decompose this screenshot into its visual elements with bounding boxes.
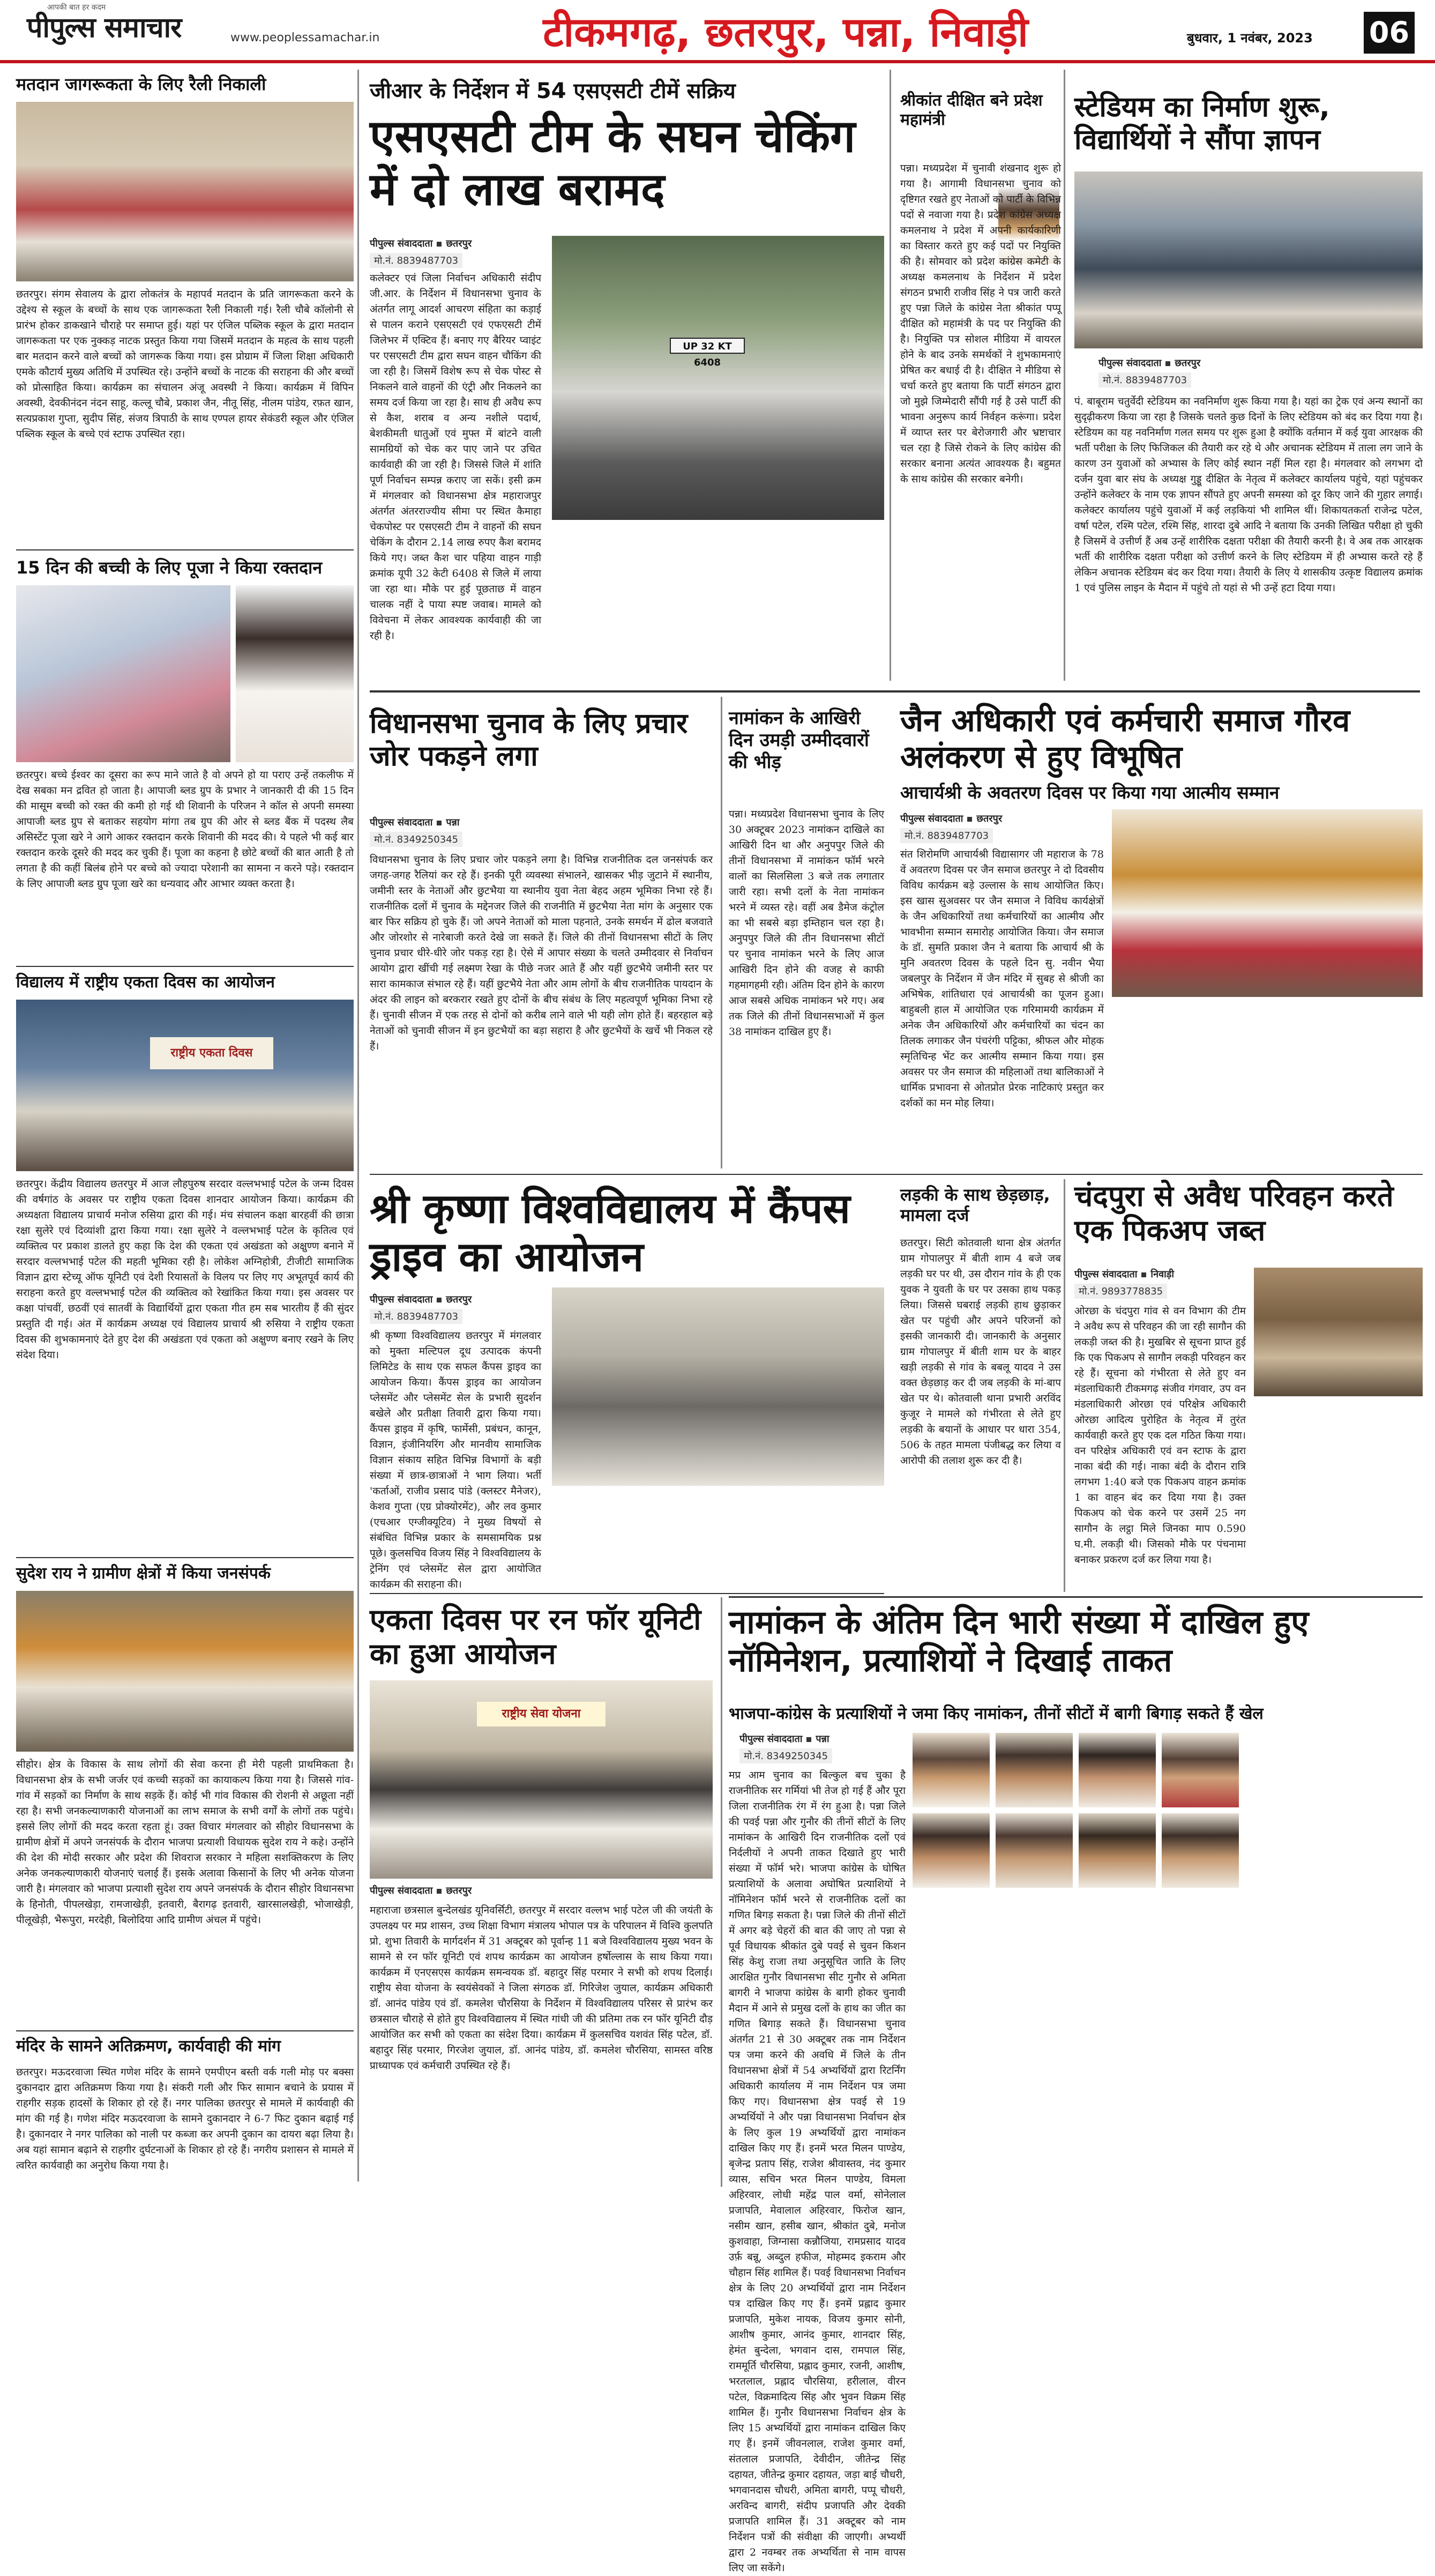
temple-encroachment-story-body: छतरपुर। मऊदरवाजा स्थित गणेश मंदिर के सामने एमपीएन बस्ती वर्क गली मोड़ पर बक्सा दुकानदार द्वारा अतिक्रमण किया गया है। संकरी गली और फिर सामान बचाने के प्रयास में राहगीर सड़क हादसों के शिकार हो रहे हैं। नगर पालिका छतरपुर से मामले में कार्यवाही की मांग की गई है। गणेश मंदिर मऊदरवाजा के सामने दुकानदार ने 6-7 फिट दुकान बढ़ाई गई है। दुकानदार ने नगर पालिका को नाली पर कब्जा कर अपनी दुकान का दायरा बढ़ा लिया है। अब यहां सामान बढ़ाने से राहगीर दुर्घटनाओं के शिकार हो रहे हैं। नगरीय प्रशासन से मामले में त्वरित कार्यवाही का अनुरोध किया गया है। — [16, 2066, 354, 2171]
byline-text: पीपुल्स संवाददाता — [370, 817, 433, 828]
checkpoint-photo — [552, 236, 884, 520]
jain-honour-photo — [1112, 809, 1423, 997]
bullet-icon — [1141, 1272, 1146, 1277]
nss-banner: राष्ट्रीय सेवा योजना — [477, 1702, 606, 1726]
byline-text: पीपुल्स संवाददाता — [370, 1294, 433, 1305]
bullet-icon — [437, 1889, 442, 1894]
headline-rally: मतदान जागरूकता के लिए रैली निकाली — [16, 74, 266, 94]
byline-text: पीपुल्स संवाददाता — [370, 1885, 433, 1896]
byline-location: छतरपुर — [976, 813, 1003, 824]
nominations-story-body-3 — [1249, 1731, 1423, 2187]
jain-honour-story-body-2 — [1112, 1002, 1423, 1168]
unity-day-banner: राष्ट्रीय एकता दिवस — [150, 1037, 273, 1069]
run-for-unity-story-body: महाराजा छत्रसाल बुन्देलखंड यूनिवर्सिटी, छतरपुर में सरदार वल्लभ भाई पटेल जी की जयंती के उपलक्ष्य पर मप्र शासन, उच्च शिक्षा विभाग मंत्रालय भोपाल पत्र के परिपालन में विश्वि कुलपति प्रो. शुभा तिवारी के मार्गदर्शन में 31 अक्टूबर को पूर्वान्ह 11 बजे विश्वविद्यालय मुख्य भवन के सामने से रन फॉर यूनिटी एवं शपथ कार्यक्रम का आयोजन हर्षोल्लास के साथ किया गया। कार्यक्रम में एनएसएस कार्यक्रम समन्वयक डॉ. बहादुर सिंह परमार ने सभी को शपथ दिलाई। राष्ट्रीय सेवा योजना के स्वयंसेवकों ने जिला संगठक डॉ. गिरिजेश जुयाल, कार्यक्रम अधिकारी डॉ. आनंद पांडेय एवं डॉ. कमलेश चौरसिया के निर्देशन में विश्वविद्यालय परिसर से प्रारंभ कर छत्रसाल चौराहे से होते हुए विश्वविद्यालय में स्थित गांधी जी की प्रतिमा तक रन फॉर यूनिटी दौड़ आयोजित कर सभी को एकता का संदेश दिया। कार्यक्रम में कुलसचिव यशवंत सिंह पटेल, डॉ. बहादुर सिंह परमार, गिरजेश जुयाल, डॉ. आनंद पांडेय, डॉ. कमलेश चौरसिया, सामस्त वरिष्ठ प्राध्यापक एवं कर्मचारी उपस्थित रहे हैं। — [370, 1904, 713, 2072]
campaign-byline — [370, 816, 530, 829]
run-for-unity-byline — [370, 1884, 530, 1897]
campus-drive-photo — [552, 1287, 884, 1486]
campus-drive-story-body-2 — [552, 1491, 884, 1588]
issue-date: बुधवार, 1 नवंबर, 2023 — [1187, 31, 1313, 46]
pickup-byline — [1074, 1268, 1267, 1280]
story-divider — [900, 1174, 1423, 1175]
headline-campus-drive: श्री कृष्णा विश्वविद्यालय में कैंपस ड्राइव का आयोजन — [370, 1185, 850, 1280]
headline-blood-donation: 15 दिन की बच्ची के लिए पूजा ने किया रक्तदान — [16, 557, 323, 578]
section-rule — [370, 690, 1420, 693]
byline-location: छतरपुर — [446, 238, 472, 249]
candidate-portrait — [1077, 1731, 1157, 1809]
story-divider — [16, 966, 354, 967]
candidate-portrait — [994, 1812, 1074, 1889]
nominations-phone: मो.नं. 8349250345 — [739, 1748, 832, 1763]
byline-text: पीपुल्स संवाददाता — [1098, 358, 1162, 369]
story-divider — [370, 1593, 884, 1594]
stadium-protest-photo — [1074, 172, 1423, 348]
byline-text: पीपुल्स संवाददाता — [900, 813, 963, 824]
jain-honour-kicker: आचार्यश्री के अवतरण दिवस पर किया गया आत्मीय सम्मान — [900, 782, 1280, 803]
sudesh-rai-story-body: सीहोर। क्षेत्र के विकास के साथ लोगों की सेवा करना ही मेरी पहली प्राथमिकता है। विधानसभा क्षेत्र के सभी जर्जर एवं कच्ची सड़कों का कायाकल्प किया गया है। जिससे गांव-गांव में सड़कों का निर्माण के साथ सड़कें हैं। कोई भी गांव विकास की रोशनी से अछूता नहीं रहा है। सभी जनकल्याणकारी योजनाओं का लाभ समाज के सभी वर्गों के लोगों तक पहुंचे। इससे लिए लोगों की मदद करता रहता हूं। उक्त विचार मंगलवार को सीहोर विधानसभा के ग्रामीण क्षेत्रों में अपने जनसंपर्क के दौरान भाजपा प्रत्याशी विधायक सुदेश राय ने कहे। उन्होंने की देश की मोदी सरकार और प्रदेश की शिवराज सरकार ने महिला सशक्तिकरण के लिए अनेक जनकल्याणकारी योजनाएं चलाई हैं। इसके अलावा किसानों के लिए भी अनेक योजना जारी है। मंगलवार को भाजपा प्रत्याशी सुदेश राय अपने जनसंपर्क के दौरान सीहोर विधानसभा के हिनोती, पीपलखेड़ा, रामजाखेड़ी, इतवारी, बैरागढ़ इतवारी, खारसालखेड़ी, भोजाखेड़ी, पीलूखेड़ी, भैरूपुरा, मरदेही, बिलोदिया आदि ग्रामीण अंचल में पहुंचे। — [16, 1759, 354, 1926]
headline-srikant-dixit: श्रीकांत दीक्षित बने प्रदेश महामंत्री — [900, 91, 1043, 129]
campaign-story-body: विधानसभा चुनाव के लिए प्रचार जोर पकड़ने लगा है। विभिन्न राजनीतिक दल जनसंपर्क कर जगह-जगह रैलियां कर रहे हैं। इनकी पूरी व्यवस्था संभालने, खासकर भीड़ जुटाने में स्थानीय, जमीनी स्तर के नेताओं और छुटभैया या स्थानीय युवा नेता बेहद अहम भूमिका निभा रहे हैं। राजनीतिक दलों में चुनाव के मद्देनजर जिले की राजनीति में छुटभैया नेता मांग के अनुसार एक बार फिर सक्रिय हो चुके हैं। जो अपने नेताओं को माला पहनाते, उनके समर्थन में ढोल बजवाते और जोरशोर से नारेबाजी करते देखे जा सकते हैं। जिले की तीनों विधानसभा सीटों के लिए चुनाव प्रचार धीरे-धीरे जोर पकड़ रहा है। ऐसे में आपार संख्या के चलते उम्मीदवार से निर्वाचन आयोग द्वारा खींची गई लक्ष्मण रेखा के पीछे नजर आते हैं और यहीं छुटभैये जमीनी स्तर पर सारा कामकाज संभाल रहे हैं। यहीं छुटभैये नेता और आम लोगों के बीच राजनीतिक पायदान के अंदर की लाइन को बरकरार रखते हुए दोनों के बीच संबंध के लिए महत्वपूर्ण भूमिका निभा रहे हैं। चुनावी सीजन में एक तरह से दोनों को करीब लाने वाले भी यही लोग होते हैं। बहरहाल बड़े नेताओं को चुनावी सीजन में इन छुटभैयों का बड़ा सहारा है और छुटभैयों के खर्चे भी निकल रहे हैं। — [370, 854, 713, 1052]
nomination-crowd-story-body: पन्ना। मध्यप्रदेश विधानसभा चुनाव के लिए 30 अक्टूबर 2023 नामांकन दाखिले का आखिरी दिन था और अनुपपुर जिले की तीनों विधानसभा में नामांकन फॉर्म भरने वालों का सिलसिला 3 बजे तक लगातार जारी रहा। सभी दलों के नेता नामांकन भरने में व्यस्त रहे। वहीं अब डैमेज कंट्रोल का भी सबसे बड़ा इम्तिहान चल रहा है। अनुपपुर जिले की तीन विधानसभा सीटों पर चुनाव नामांकन भरने के लिए आज आखिरी दिन होने की वजह से काफी गहमागहमी रही। अंतिम दिन होने के कारण आज सबसे अधिक नामांकन भरे गए। अब तक जिले की तीनों विधानसभाओं में कुल 38 नामांकन दाखिल हुए हैं। — [729, 808, 884, 1038]
column-rule — [1064, 70, 1065, 681]
stadium-phone: मो.नं. 8839487703 — [1098, 373, 1191, 388]
byline-text: पीपुल्स संवाददाता — [739, 1733, 803, 1745]
lead-story-body-col2 — [552, 525, 884, 681]
byline-location: छतरपुर — [446, 1885, 472, 1896]
bullet-icon — [437, 242, 442, 247]
stadium-byline — [1098, 356, 1259, 369]
story-divider — [16, 1557, 354, 1558]
candidate-portrait — [911, 1731, 991, 1809]
nominations-kicker: भाजपा-कांग्रेस के प्रत्याशियों ने जमा किए नामांकन, तीनों सीटों में बागी बिगाड़ सकते हैं खेल — [729, 1704, 1264, 1723]
candidate-portrait — [1077, 1812, 1157, 1889]
column-rule — [721, 697, 722, 1168]
bullet-icon — [806, 1737, 811, 1742]
lead-byline — [370, 237, 530, 250]
newspaper-logo: पीपुल्स समाचार — [27, 12, 182, 44]
headline-molestation: लड़की के साथ छेड़छाड़, मामला दर्ज — [900, 1185, 1050, 1226]
column-rule — [721, 1597, 722, 2187]
lead-kicker: जीआर के निर्देशन में 54 एसएसटी टीमें सक्रिय — [370, 79, 736, 103]
campus-drive-byline — [370, 1293, 530, 1306]
campaign-phone: मो.नं. 8349250345 — [370, 832, 462, 847]
byline-location: छतरपुर — [1175, 358, 1201, 369]
headline-stadium: स्टेडियम का निर्माण शुरू, विद्यार्थियों ने सौंपा ज्ञापन — [1074, 91, 1330, 157]
nominations-story-body: मप्र आम चुनाव का बिल्कुल बच चुका है राजनीतिक सर गर्मियां भी तेज हो गई हैं और पूरा जिला राजनीतिक रंग में रंग हुआ है। पन्ना जिले की पवई पन्ना और गुनौर की तीनों सीटों के लिए नामांकन के आखिरी दिन राजनीतिक दलों एवं निर्दलीयों ने अपनी ताकत दिखाते हुए भारी संख्या में फॉर्म भरे। भाजपा कांग्रेस के घोषित प्रत्याशियों के अलावा अघोषित प्रत्याशियों ने नॉमिनेशन फॉर्म भरने से राजनीतिक दलों का गणित बिगड़ सकता है। पन्ना जिले की तीनों सीटों में अगर बड़े चेहरों की बात की जाए तो पन्ना से पूर्व विधायक श्रीकांत दुबे पवई से चुवन किशन सिंह केशु राजा तथा अनुसूचित जाति के लिए आरक्षित गुनौर विधानसभा सीट गुनौर से अमिता बागरी ने भाजपा कांग्रेस के बागी होकर चुनावी मैदान में आने से प्रमुख दलों के हाथ का जीत का गणित बिगाड़ सकते हैं। विधानसभा चुनाव अंतर्गत 21 से 30 अक्टूबर तक नाम निर्देशन पत्र जमा करने की अवधि में जिले के तीन विधानसभा क्षेत्रों में 54 अभ्यर्थियों द्वारा रिटर्निंग अधिकारी कार्यालय में नाम निर्देशन पत्र जमा किए गए। विधानसभा क्षेत्र पवई से 19 अभ्यर्थियों ने और पन्ना विधानसभा निर्वाचन क्षेत्र के लिए कुल 19 अभ्यर्थियों द्वारा नामांकन दाखिल किए गए हैं। इनमें भरत मिलन पाण्डेय, बृजेन्द्र प्रताप सिंह, राजेश श्रीवास्तव, नंद कुमार व्यास, सचिन भरत मिलन पाण्डेय, विमला अहिरवार, लोधी महेंद्र पाल वर्मा, सोनेलाल प्रजापति, मेवालाल अहिरवार, फिरोज खान, नसीम खान, हसीब खान, श्रीकांत दुबे, मनोज कुशवाहा, जिग्नासा कन्नौजिया, रामप्रसाद यादव उर्फ़ बन्नू, अब्दुल हफीज, मोहम्मद इकराम और चौहान सिंह शामिल हैं। पवई विधानसभा निर्वाचन क्षेत्र के लिए 20 अभ्यर्थियों द्वारा नाम निर्देशन पत्र दाखिल किए गए हैं। इनमें प्रह्लाद कुमार प्रजापति, मुकेश नायक, विजय कुमार सोनी, आशीष कुमार, आनंद कुमार, शानदार सिंह, हेमंत बुन्देला, भगवान दास, रामपाल सिंह, राममूर्ति चौरसिया, प्रह्लाद कुमार, रजनी, आशीष, भरतलाल, प्रह्लाद चौरसिया, हरीलाल, वीरन पटेल, विक्रमादित्य सिंह और भुवन विक्रम सिंह शामिल हैं। गुनौर विधानसभा निर्वाचन क्षेत्र के लिए 15 अभ्यर्थियों द्वारा नामांकन दाखिल किए गए हैं। इनमें जीवनलाल, राजेश कुमार वर्मा, संतलाल प्रजापति, देवीदीन, जीतेन्द्र सिंह दहायत, जीतेन्द्र कुमार दहायत, जड़ा बाई चौधरी, भगवानदास चौधरी, अमिता बागरी, पप्पू चौधरी, अरविन्द बागरी, संदीप प्रजापति और देवकी प्रजापति शामिल हैं। 31 अक्टूबर को नाम निर्देशन पत्रों की संवीक्षा की जाएगी। अभ्यर्थी द्वारा 2 नवम्बर तक अभ्यर्थिता से नाम वापस लिए जा सकेंगे। — [729, 1769, 906, 2574]
headline-sudesh-rai: सुदेश राय ने ग्रामीण क्षेत्रों में किया जनसंपर्क — [16, 1564, 271, 1583]
byline-text: पीपुल्स संवाददाता — [1074, 1269, 1138, 1280]
byline-location: निवाड़ी — [1150, 1269, 1175, 1280]
lead-headline: एसएसटी टीम के सघन चेकिंग में दो लाख बरामद — [370, 110, 856, 216]
headline-nomination-crowd: नामांकन के आखिरी दिन उमड़ी उम्मीदवारों की भीड़ — [729, 708, 869, 773]
candidate-portrait — [1160, 1812, 1240, 1889]
blood-donation-photo — [16, 585, 230, 762]
rally-story-body: छतरपुर। संगम सेवालय के द्वारा लोकतंत्र के महापर्व मतदान के प्रति जागरूकता करने के उद्देश्य से स्कूल के बच्चों के साथ एक जागरूकता रैली निकाली गई। रैली चौबे कॉलोनी से प्रारंभ होकर डाकखाने चौराहे पर समाप्त हुई। यहां पर एंजिल पब्लिक स्कूल के द्वारा मतदान जागरूकता पर एक नुक्कड़ नाटक प्रस्तुत किया गया जिसमें मतदान के महत्व के साथ पहली बार मतदान करने वाले बच्चों को जागरूक किया गया। इस प्रोग्राम में जिला शिक्षा अधिकारी एमके कौटार्य मुख्य अतिथि में उपस्थित रहे। उन्होंने बच्चों के नाटक की सराहना की और बच्चों को प्रोत्साहित किया। कार्यक्रम का संचालन अंजू अवस्थी ने किया। कार्यक्रम में विपिन अवस्थी, देवकीनंदन नंदन साहू, कल्लू चौबे, प्रकाश जैन, नीतू सिंह, नीलम पांडेय, रफ़त खान, सत्यप्रकाश गुप्ता, सुदीप सिंह, संजय त्रिपाठी के साथ एण्पल हायर सेकंडरी स्कूल और एंजिल पब्लिक स्कूल के बच्चे एवं स्टाफ उपस्थित रहा। — [16, 288, 354, 440]
byline-location: पन्ना — [816, 1733, 829, 1745]
bullet-icon — [1165, 361, 1170, 366]
headline-unity-day-school: विद्यालय में राष्ट्रीय एकता दिवस का आयोजन — [16, 973, 275, 992]
page-region-title: टीकमगढ़, छतरपुर, पन्ना, निवाड़ी — [543, 8, 1028, 56]
bullet-icon — [437, 821, 442, 825]
stadium-story-body: पं. बाबूराम चतुर्वेदी स्टेडियम का नवनिर्माण शुरू किया गया है। यहां का ट्रेक एवं अन्य स्थानों का सुदृढ़ीकरण किया जा रहा है जिसके चलते कुछ दिनों के लिए स्टेडियम को बंद कर दिया गया है। स्टेडियम का यह नवनिर्माण गलत समय पर शुरू हुआ है क्योंकि वर्तमान में कई युवा आरक्षक की भर्ती परीक्षा के लिए फिजिकल की तैयारी कर रहे थे और अचानक स्टेडियम में ताला लग जाने के कारण उन युवाओं को अभ्यास के लिए कोई स्थान नहीं मिल रहा है। मंगलवार को लगभग दो दर्जन युवा बार संघ के अध्यक्ष गुड्डू दीक्षित के नेतृत्व में कलेक्टर कार्यालय पहुंचे, यहां पहुंचकर उन्होंने कलेक्टर के नाम एक ज्ञापन सौंपते हुए अपनी समस्या को दूर किए जाने की गुहार लगाई। कलेक्टर कार्यालय पहुंचे युवाओं में कई लड़कियां भी शामिल थीं। शिकायतकर्ता राजेन्द्र पटेल, वर्षा पटेल, रश्मि पटेल, रश्मि सिंह, शारदा दुबे आदि ने बताया कि उनकी लिखित परीक्षा हो चुकी है जिसमें वे उत्तीर्ण हैं अब उन्हें शारीरिक दक्षता परीक्षा की तैयारी करनी है। वे अब तक आरक्षक भर्ती की शारीरिक दक्षता परीक्षा को उत्तीर्ण करने के लिए स्टेडियम में ही अभ्यास करते रहे हैं लेकिन अचानक स्टेडियम बंद कर दिया गया। तैयारी के लिए ये शासकीय उत्कृष्ट विद्यालय क्रमांक 1 एवं पुलिस लाइन के मैदान में पहुंचे तो यहां से भी उन्हें हटा दिया गया। — [1074, 396, 1423, 594]
lead-phone: मो.नं. 8839487703 — [370, 253, 462, 268]
pickup-story-body-2 — [1254, 1402, 1423, 1589]
lead-story-body-col1: कलेक्टर एवं जिला निर्वाचन अधिकारी संदीप जी.आर. के निर्देशन में विधानसभा चुनाव के अंतर्गत लागू आदर्श आचरण संहिता का कड़ाई से पालन कराने एसएसटी एवं एफएसटी टीमें जिलेभर में एक्टिव हैं। बनाए गए बैरियर प्वाइंट पर एसएसटी टीम द्वारा सघन वाहन चौकिंग की जा रही है। जिसमें विशेष रूप से चेक पोस्ट से निकलने वाले वाहनों की एंट्री और निकलने का समय दर्ज किया जा रहा है। साथ ही अवैध रूप से कैश, शराब व अन्य नशीले पदार्थ, बेशकीमती धातुओं एवं मुफ्त में बांटने वाली सामग्रियों को चेक कर पाए जाने पर उचित कार्यवाही की जा रही है। जिससे जिले में शांति पूर्ण निर्वाचन सम्पन्न कराए जा सकें। इसी क्रम में मंगलवार को विधानसभा क्षेत्र महाराजपुर अंतर्गत अंतरराज्यीय सीमा पर स्थित कैमाहा चेकपोस्ट पर एसएसटी टीम ने वाहनों की सघन चेकिंग के दौरान 2.14 लाख रुपए कैश बरामद किये गए। जब्त कैश चार पहिया वाहन गाड़ी क्रमांक यूपी 32 केटी 6408 से जिले में लाया जा रहा था। मौके पर हुई पूछताछ में वाहन चालक नहीं दे पाया स्पष्ट जवाब। मामले को विवेचना में लेकर आवश्यक कार्यवाही की जा रही है। — [370, 272, 541, 642]
headline-nominations: नामांकन के अंतिम दिन भारी संख्या में दाखिल हुए नॉमिनेशन, प्रत्याशियों ने दिखाई ताकत — [729, 1604, 1309, 1679]
jain-honour-story-body: संत शिरोमणि आचार्यश्री विद्यासागर जी महाराज के 78 वें अवतरण दिवस पर जैन समाज छतरपुर ने दो दिवसीय विविध कार्यक्रम बड़े उल्लास के साथ आयोजित किए। इस खास सुअवसर पर जैन समाज ने विविध कार्यक्षेत्रों के जैन अधिकारियों तथा कर्मचारियों का आत्मीय और भावभीना सम्मान समारोह आयोजित किया। जैन समाज के डॉ. सुमति प्रकाश जैन ने बताया कि आचार्य श्री के मुनि अवतरण दिवस के पहले दिन सु. नवीन भैया जबलपुर के निर्देशन में जैन मंदिर में सुबह से श्रीजी का अभिषेक, शांतिधारा एवं आचार्यश्री का पूजन हुआ। बाहुबली हाल में आयोजित एक गरिमामयी कार्यक्रम में अनेक जैन अधिकारियों और कर्मचारियों का चंदन का तिलक लगाकर जैन पंचरंगी पट्टिका, श्रीफल और मोहक स्मृतिचिन्ह भेंट कर आत्मीय सम्मान किया गया। इस अवसर पर जैन समाज की महिलाओं तथा बालिकाओं ने धार्मिक प्रभावना से ओतप्रोत प्रेरक नाटिकाएं प्रस्तुत कर दर्शकों का मन मोह लिया। — [900, 848, 1104, 1109]
column-rule — [890, 70, 891, 681]
unity-day-story-body: छतरपुर। केंद्रीय विद्यालय छतरपुर में आज लौहपुरुष सरदार वल्लभभाई पटेल के जन्म दिवस की वर्षगांठ के अवसर पर राष्ट्रीय एकता दिवस शानदार आयोजन किया। कार्यक्रम की अध्यक्षता विद्यालय प्राचार्य मनोज रुसिया द्वारा की गई। मंच संचालन कक्षा बारहवीं की छात्रा रक्षा सुलेरे एवं दिव्यांशी द्वारा किया गया। रक्षा सुलेरे ने वल्लभभाई पटेल के कृतित्व एवं व्यक्तित्व पर प्रकाश डालते हुए कहा कि देश की एकता एवं अखंडता को अक्षुण्ण बनाने में सरदार वल्लभभाई पटेल की महती भूमिका रही है। लोकेश अग्निहोत्री, टीजीटी सामाजिक विज्ञान द्वारा स्टेच्यू ऑफ यूनिटी एवं देशी रियासतों के विलय पर लिए गए अभूतपूर्व कार्य की सराहना करते हुए वल्लभभाई पटेल की व्यक्तित्व को रेखांकित किया गया। इस अवसर पर कक्षा पांचवीं, छठवीं एवं सातवीं के विद्यार्थियों द्वारा एकता गीत हम सब भारतीय हैं की सुंदर प्रस्तुति दी गई। अंत में कार्यक्रम अध्यक्ष एवं विद्यालय प्राचार्य श्री रुसिया ने राष्ट्रीय एकता दिवस की शुभकामनाएं देते हुए देश की अखंडता एवं एकता को अक्षुण्ण बनाए रखने के लिए संदेश दिया। — [16, 1178, 354, 1361]
headline-pickup-seized: चंदपुरा से अवैध परिवहन करते एक पिकअप जब्त — [1074, 1179, 1394, 1247]
pickup-phone: मो.नं. 9893778835 — [1074, 1284, 1167, 1299]
byline-location: पन्ना — [446, 817, 460, 828]
bullet-icon — [437, 1298, 442, 1302]
page-number: 06 — [1364, 12, 1415, 54]
headline-temple-encroachment: मंदिर के सामने अतिक्रमण, कार्यवाही की मांग — [16, 2037, 281, 2056]
unity-day-photo — [16, 1000, 354, 1171]
candidate-portrait — [994, 1731, 1074, 1809]
srikant-dixit-story-body: पन्ना। मध्यप्रदेश में चुनावी शंखनाद शुरू हो गया है। आगामी विधानसभा चुनाव को दृष्टिगत रखते हुए नेताओं को पार्टी के विभिन्न पदों से नवाजा गया है। प्रदेश कांग्रेस अध्यक्ष कमलनाथ ने प्रदेश में अपनी कार्यकारिणी का विस्तार करते हुए कई पदों पर नियुक्ति की है। सोमवार को प्रदेश कांग्रेस कमेटी के अध्यक्ष कमलनाथ के निर्देशन में प्रदेश संगठन प्रभारी राजीव सिंह ने पत्र जारी करते हुए पन्ना जिले के कांग्रेस नेता श्रीकांत पप्पू दीक्षित को महामंत्री के पद पर नियुक्ति की है। नियुक्ति पत्र सोशल मीडिया में वायरल होने के बाद उनके समर्थकों ने शुभकामनाएं प्रेषित कर बधाई दी है। दीक्षित ने मीडिया से चर्चा करते हुए बताया कि पार्टी संगठन द्वारा जो मुझे जिम्मेदारी सौंपी गई है उसे पार्टी की भावना अनुरूप कार्य निर्वहन करूंगा। प्रदेश में व्याप्त स्तर पर बेरोजगारी और भ्रष्टाचार चल रहा है जिसे रोकने के लिए कांग्रेस की सरकार बनाना अत्यंत आवश्यक है। बहुमत के साथ कांग्रेस की सरकार बनेगी। — [900, 162, 1061, 485]
website-url: www.peoplessamachar.in — [230, 31, 380, 44]
candidate-portrait — [911, 1812, 991, 1889]
campus-drive-story-body: श्री कृष्णा विश्वविद्यालय छतरपुर में मंगलवार को मुक्ता मल्टिपल दूध उत्पादक कंपनी लिमिटेड के साथ एक सफल कैंपस ड्राइव का आयोजन किया। कैंपस ड्राइव का आयोजन प्लेसमेंट और प्लेसमेंट सेल के प्रभारी सुदर्शन बखेले और प्रतीक्षा तिवारी द्वारा किया गया। कैंपस ड्राइव में कृषि, फार्मेसी, प्रबंधन, कानून, विज्ञान, इंजीनियरिंग और मानवीय सामाजिक विज्ञान संकाय सहित विभिन्न विभागों के बड़ी संख्या में छात्र-छात्राओं ने भाग लिया। भर्ती 'कर्ताओं, राजीव प्रसाद पांडे (क्लस्टर मैनेजर), केशव गुप्ता (एग्र प्रोक्योरमेंट), और लव कुमार (एचआर एग्जीक्यूटिव) ने मुख्य विषयों से संबंधित विभिन्न प्रकार के समसामयिक प्रश्न पूछे। कुलसचिव विजय सिंह ने विश्वविद्यालय के ट्रेनिंग एवं प्लेसमेंट सेल द्वारा आयोजित कार्यक्रम की सराहना की। — [370, 1330, 541, 1590]
run-for-unity-photo — [370, 1680, 713, 1879]
pickup-story-body: ओरछा के चंदपुरा गांव से वन विभाग की टीम ने अवैध रूप से परिवहन की जा रही सागौन की लकड़ी जब्त की है। मुखबिर से सूचना प्राप्त हुई कि एक पिकअप से सागौन लकड़ी परिवहन कर रहे हैं। सूचना को गंभीरता से लेते हुए वन मंडलाधिकारी टीकमगढ़ संजीव गंगवार, उप वन मंडलाधिकारी ओरछा एवं परिक्षेत्र अधिकारी ओरछा आदित्य पुरोहित के नेतृत्व में तुरंत कार्यवाही करते हुए एक दल गठित किया गया। वन परिक्षेत्र अधिकारी एवं वन स्टाफ के द्वारा नाका बंदी की गई। नाका बंदी के दौरान रात्रि लगभग 1:40 बजे एक पिकअप वाहन क्रमांक 1 का वाहन बंद कर दिया गया है। उक्त पिकअप को चेक करने पर उसमें 25 नग सागौन के लट्ठा मिले जिनका माप 0.590 घ.मी. लकड़ी थी। जिसको मौके पर पंचनामा बनाकर प्रकरण दर्ज कर लिया गया है। — [1074, 1305, 1246, 1566]
byline-text: पीपुल्स संवाददाता — [370, 238, 433, 249]
story-divider — [16, 549, 354, 550]
sudesh-rai-photo — [16, 1591, 354, 1752]
seized-timber-photo — [1254, 1268, 1423, 1396]
blood-donation-story-body: छतरपुर। बच्चे ईश्वर का दूसरा का रूप माने जाते है वो अपने हो या पराए उन्हें तकलीफ में देख सबका मन द्रवित हो जाता है। आपाजी ब्लड ग्रुप के प्रभार ने जानकारी दी की 15 दिन की मासूम बच्ची को रक्त की कमी हो गई थी शिवानी के परिजन ने कॉल से अपनी समस्या आपाजी ब्लड ग्रुप से बताकर सहयोग मांगा तब ग्रुप की ओर से ब्लड बैंक में पदस्थ लैब असिस्टेंट पूजा खरे ने आगे आकर रक्तदान करके शिवानी की मदद की। ये पहले भी कई बार रक्तदान करके दूसरे की मदद कर चुकी हैं। पूजा का कहना है छोटे बच्चों की बात आती है तो लगता है की कहीं बिलंब होने पर बच्चे को ज्यादा परेशानी का सामना न करने पड़े। रक्तदान के लिए आपाजी ब्लड ग्रुप पूजा खरे का धन्यवाद और आभार व्यक्त करता है। — [16, 769, 354, 890]
jain-honour-byline — [900, 812, 1061, 825]
logo-tagline: आपकी बात हर कदम — [47, 3, 106, 12]
donor-portrait — [236, 585, 354, 762]
headline-campaign: विधानसभा चुनाव के लिए प्रचार जोर पकड़ने लगा — [370, 708, 688, 773]
jain-honour-phone: मो.नं. 8839487703 — [900, 828, 993, 843]
section-rule — [729, 1596, 1423, 1598]
byline-location: छतरपुर — [446, 1294, 472, 1305]
vehicle-plate: UP 32 KT 6408 — [670, 338, 745, 354]
headline-jain-honour: जैन अधिकारी एवं कर्मचारी समाज गौरव अलंकरण से हुए विभूषित — [900, 702, 1350, 776]
bullet-icon — [967, 817, 972, 822]
nominations-story-body-2 — [911, 1897, 1240, 2187]
molestation-story-body: छतरपुर। सिटी कोतवाली थाना क्षेत्र अंतर्गत ग्राम गोपालपुर में बीती शाम 4 बजे जब लड़की घर पर थी, उस दौरान गांव के ही एक युवक ने युवती के घर पर उसका हाथ पकड़ लिया। जिससे घबराई लड़की हाथ छुड़ाकर खेत पर पहुंची और अपने परिजनों को इसकी जानकारी दी। जानकारी के अनुसार ग्राम गोपालपुर में बीती शाम घर के बाहर खड़ी लड़की से गांव के बबलू यादव ने उस वक्त छेड़छाड़ कर दी जब लड़की के मां-बाप खेत पर थे। कोतवाली थाना प्रभारी अरविंद कुजूर ने मामले को गंभीरता से लेते हुए लड़की के बयानों के आधार पर धारा 354, 506 के तहत मामला पंजीबद्ध कर लिया व आरोपी की तलाश शुरू कर दी है। — [900, 1237, 1061, 1466]
column-rule — [357, 70, 359, 2182]
headline-run-for-unity: एकता दिवस पर रन फॉर यूनिटी का हुआ आयोजन — [370, 1603, 701, 1671]
campus-drive-phone: मो.नं. 8839487703 — [370, 1309, 462, 1324]
candidate-portrait — [1160, 1731, 1240, 1809]
story-divider — [16, 2030, 354, 2031]
column-rule — [1064, 1179, 1065, 1592]
rally-photo — [16, 102, 354, 281]
nominations-byline — [739, 1732, 900, 1745]
